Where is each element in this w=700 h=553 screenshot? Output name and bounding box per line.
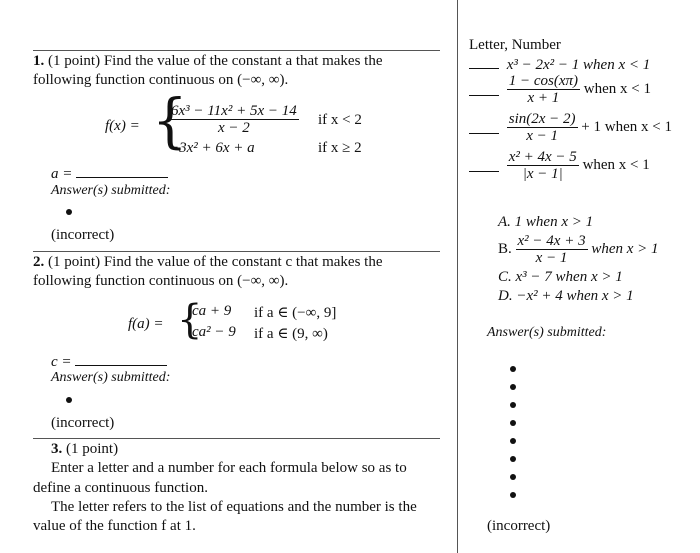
q3-instructions-line4 (33, 518, 196, 535)
formula-3-tail: + 1 when x < 1 (581, 119, 672, 135)
q2-case1-condition: if a ∈ (−∞, 9] (254, 305, 337, 321)
q2-number: 2. (33, 254, 45, 270)
q2-answer-input[interactable] (75, 353, 167, 366)
option-b-denominator: x − 1 (535, 250, 568, 266)
q3-number: 3. (51, 441, 63, 457)
formula-1-letter-input[interactable] (469, 56, 499, 69)
q1-submitted-label: Answer(s) submitted: (51, 183, 171, 198)
q2-text: Find the value of the constant c that makes the (103, 254, 383, 270)
q1-case1-denominator: x − 2 (217, 120, 250, 136)
formula-3-numerator: sin(2x − 2) (508, 111, 576, 127)
formula-1-text: x³ − 2x² − 1 when x < 1 (506, 57, 651, 73)
right-submitted-bullet (510, 474, 516, 480)
q2-submitted-label: Answer(s) submitted: (51, 370, 171, 385)
right-submitted-bullet (510, 420, 516, 426)
divider-q1-top (33, 50, 440, 51)
q3-instructions-line3: The letter refers to the list of equations and the number is the (51, 499, 417, 515)
option-b-numerator: x² − 4x + 3 (517, 233, 586, 249)
formula-3-letter-input[interactable] (469, 121, 499, 134)
formula-4-denominator: |x − 1| (522, 166, 563, 182)
right-submitted-bullet (510, 438, 516, 444)
option-b-label: B. (498, 241, 512, 257)
formula-2-denominator: x + 1 (527, 90, 560, 106)
q2-answer-label: c = (51, 354, 72, 370)
q3-instructions-line1: Enter a letter and a number for each formula below so as to (51, 460, 407, 476)
q1-case1-numerator: 6x³ − 11x² + 5x − 14 (171, 103, 297, 119)
q1-func-name: f(x) = (105, 118, 140, 134)
formula-2-letter-input[interactable] (469, 83, 499, 96)
q2-case2-expr: ca² − 9 (192, 324, 236, 340)
q2-submitted-bullet (66, 397, 72, 403)
option-d: D. −x² + 4 when x > 1 (498, 288, 634, 304)
column-divider (457, 0, 458, 553)
q2-points: (1 point) (48, 254, 101, 270)
formula-4-numerator: x² + 4x − 5 (508, 149, 577, 165)
q3-title (51, 441, 118, 458)
right-submitted-bullet (510, 366, 516, 372)
divider-q2-top (33, 251, 440, 252)
right-formula-3 (469, 111, 672, 144)
right-header: Letter, Number (469, 37, 561, 53)
q1-case1-condition: if x < 2 (318, 112, 362, 128)
q1-case1-fraction (169, 103, 299, 136)
formula-2-condition: when x < 1 (583, 81, 651, 97)
option-c: C. x³ − 7 when x > 1 (498, 269, 623, 285)
right-formula-1 (469, 56, 650, 74)
q1-status: (incorrect) (51, 227, 115, 243)
q1-number: 1. (33, 53, 45, 69)
q2-text-line2: following function continuous on (−∞, ∞). (33, 273, 289, 289)
divider-q3-top (33, 438, 440, 439)
q1-answer-input[interactable] (76, 165, 168, 178)
q1-answer-label: a = (51, 166, 73, 182)
q2-answer-row (51, 353, 167, 371)
right-submitted-label: Answer(s) submitted: (487, 325, 607, 340)
q2-title (33, 254, 383, 271)
q1-text: Find the value of the constant a that makes the (103, 53, 383, 69)
q1-answer-row (51, 165, 168, 183)
right-submitted-bullet (510, 402, 516, 408)
q1-brace: { (152, 87, 188, 156)
formula-3-denominator: x − 1 (526, 128, 559, 144)
right-submitted-bullet (510, 384, 516, 390)
q2-func-name: f(a) = (128, 316, 164, 332)
formula-2-numerator: 1 − cos(xπ) (508, 73, 579, 89)
right-submitted-bullet (510, 492, 516, 498)
right-formula-4 (469, 149, 650, 182)
q2-brace: { (177, 297, 203, 343)
q1-case2-condition: if x ≥ 2 (318, 140, 362, 156)
q1-text-line2: following function continuous on (−∞, ∞). (33, 72, 289, 88)
q1-title (33, 53, 383, 70)
right-submitted-bullet (510, 456, 516, 462)
option-b (498, 233, 659, 266)
formula-4-letter-input[interactable] (469, 159, 499, 172)
q1-submitted-bullet (66, 209, 72, 215)
q2-case2-condition: if a ∈ (9, ∞) (254, 326, 328, 342)
q1-case2-expr: −3x² + 6x + a (169, 140, 255, 156)
q3-instructions-line4-text: value of the function f at 1. (33, 518, 196, 534)
option-b-condition: when x > 1 (591, 241, 659, 257)
formula-4-condition: when x < 1 (582, 157, 650, 173)
q1-points: (1 point) (48, 53, 101, 69)
q3-instructions-line2: define a continuous function. (33, 480, 208, 496)
q3-points: (1 point) (66, 441, 119, 457)
option-a: A. 1 when x > 1 (498, 214, 594, 230)
q2-status: (incorrect) (51, 415, 115, 431)
right-formula-2 (469, 73, 651, 106)
q2-case1-expr: ca + 9 (192, 303, 232, 319)
right-status: (incorrect) (487, 518, 551, 534)
